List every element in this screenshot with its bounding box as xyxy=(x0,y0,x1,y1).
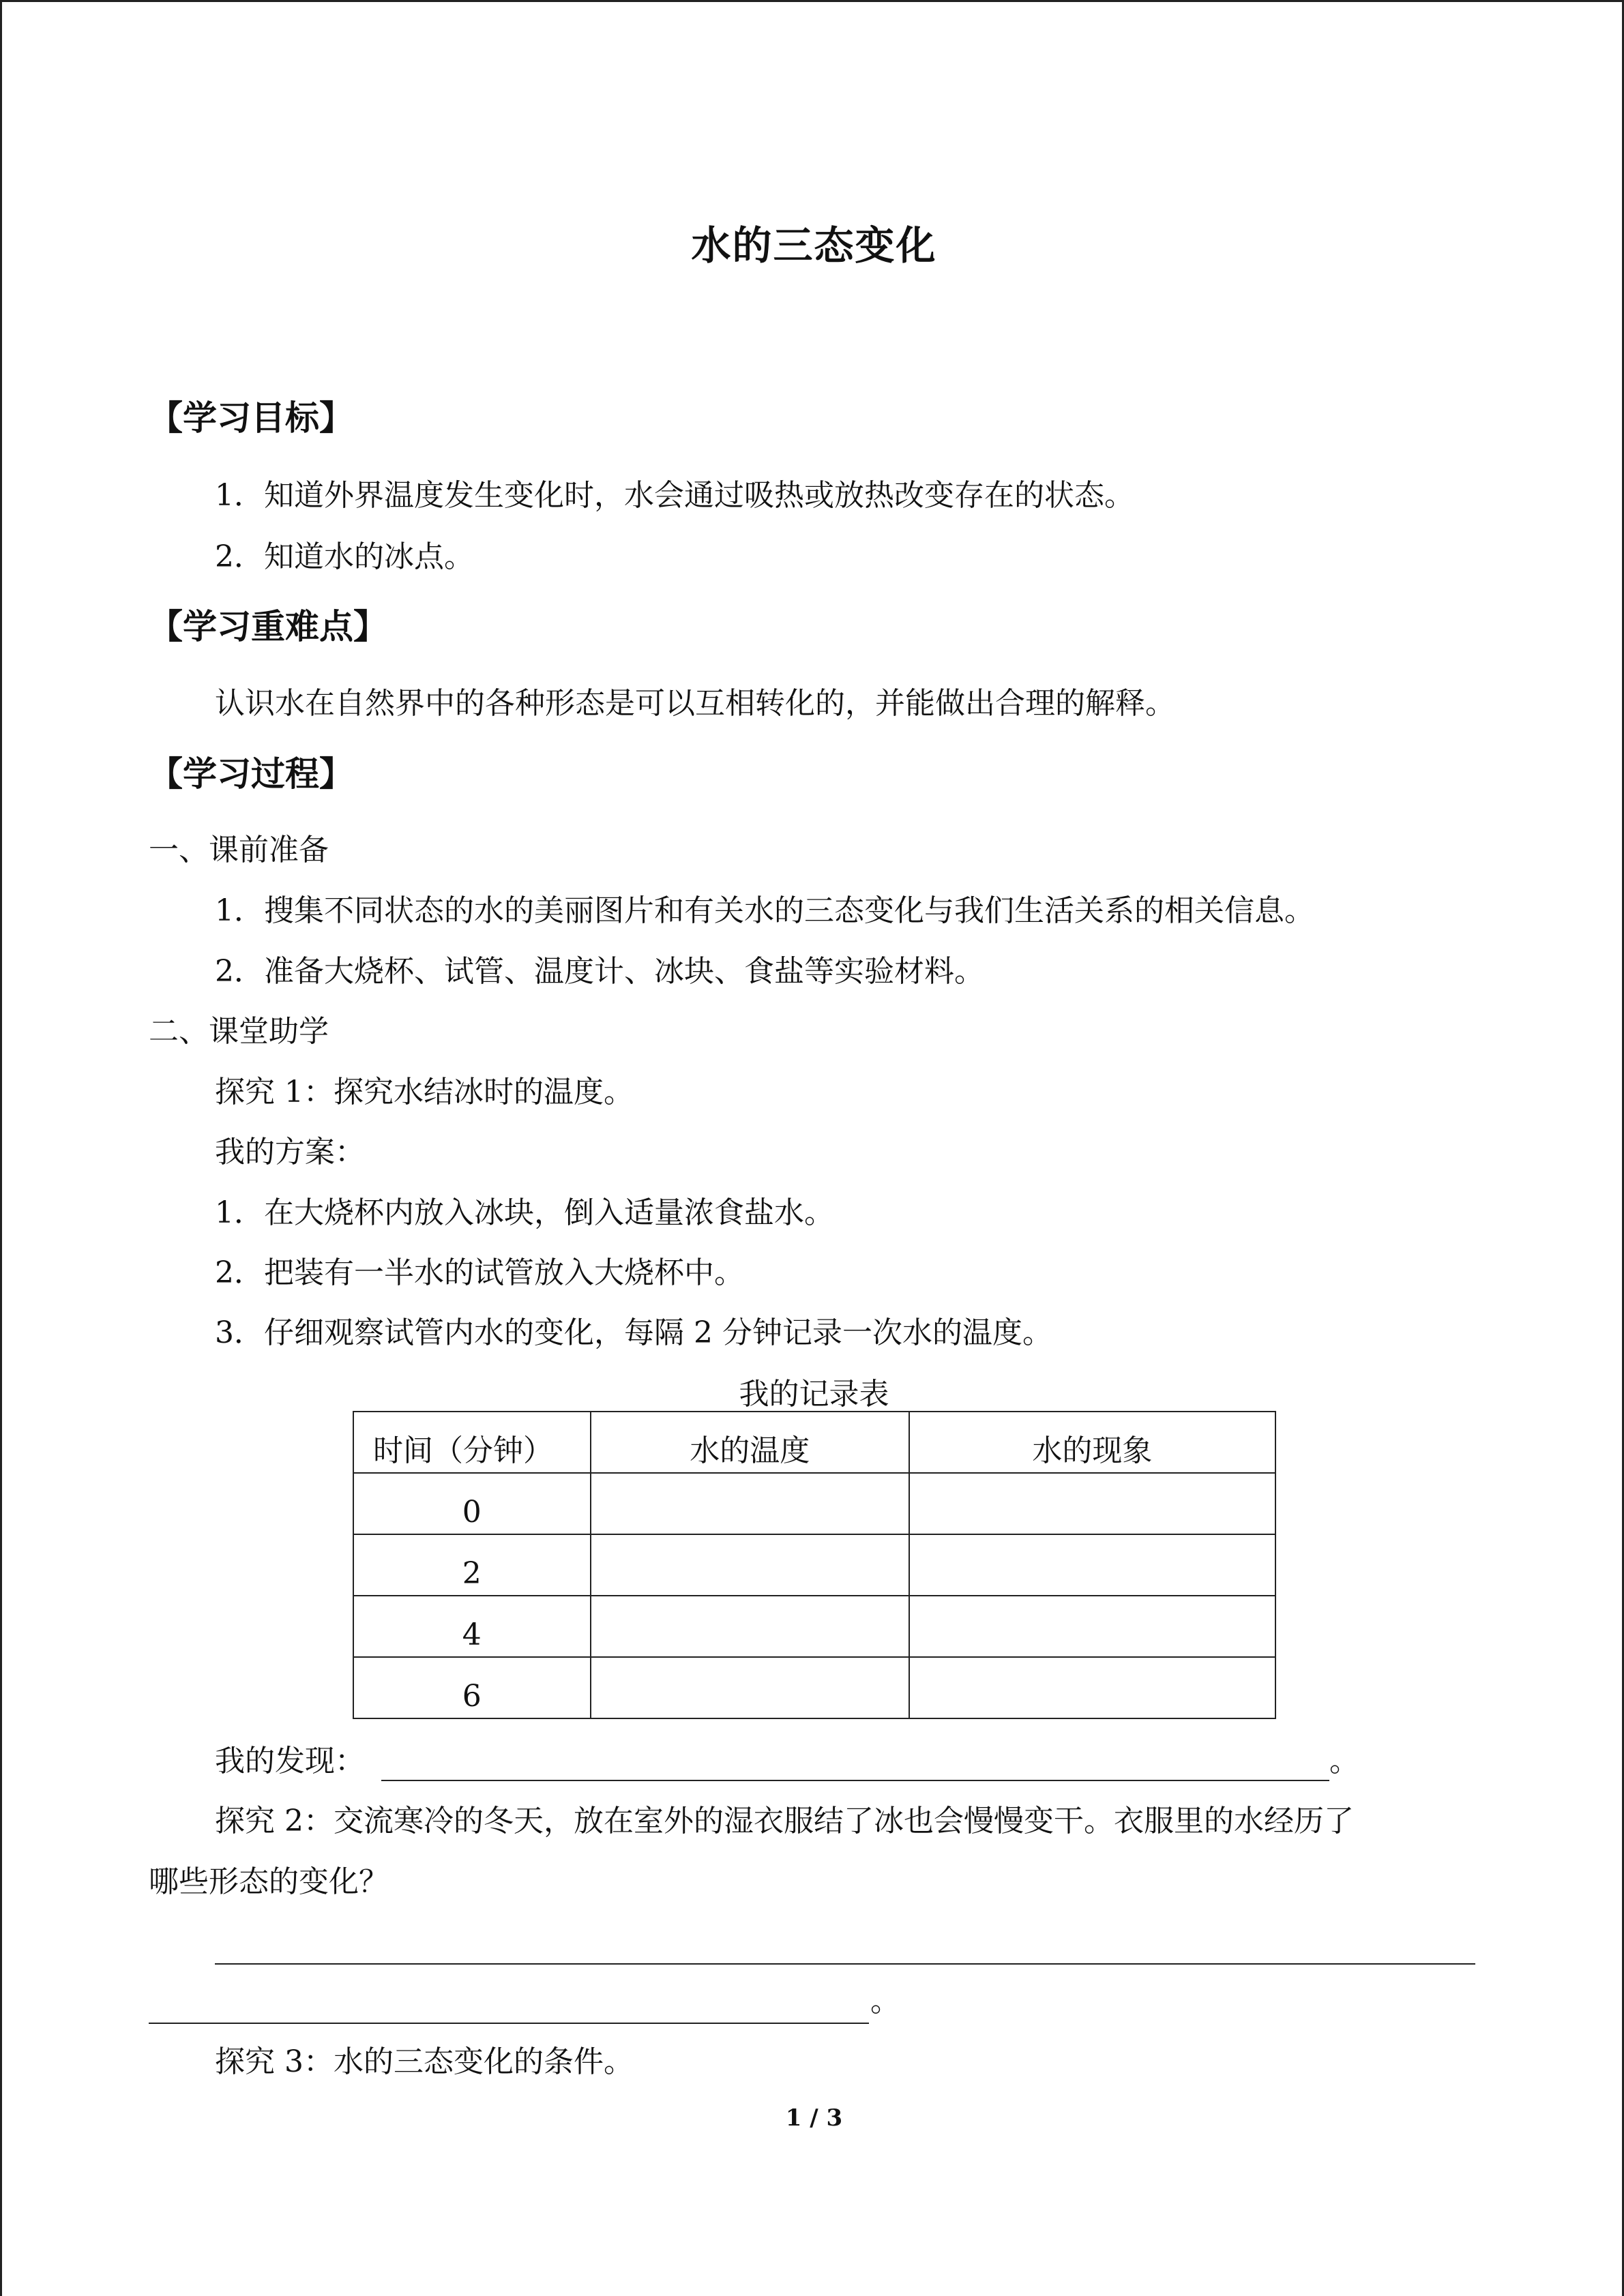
prep-title: 一、课前准备 xyxy=(149,833,329,867)
table-row xyxy=(353,1596,1275,1657)
finding-label: 我的发现： xyxy=(215,1744,365,1778)
table-cell-temperature[interactable] xyxy=(591,1534,909,1596)
table-row xyxy=(353,1473,1275,1534)
goals-heading: 【学习目标】 xyxy=(149,398,353,438)
prep-item-1: 1．搜集不同状态的水的美丽图片和有关水的三态变化与我们生活关系的相关信息。 xyxy=(215,893,1314,928)
table-caption: 我的记录表 xyxy=(739,1377,889,1412)
page-title: 水的三态变化 xyxy=(691,222,937,269)
table-row xyxy=(353,1534,1275,1596)
explore-1: 探究 1：探究水结冰时的温度。 xyxy=(215,1075,634,1109)
page-number: 1 / 3 xyxy=(785,2104,843,2132)
explore-3: 探究 3：水的三态变化的条件。 xyxy=(215,2044,634,2079)
table-header-phenomenon: 水的现象 xyxy=(909,1412,1275,1473)
table-cell-phenomenon[interactable] xyxy=(909,1657,1275,1718)
answer-end-mark: 。 xyxy=(870,1984,900,2018)
table-cell-time: 4 xyxy=(353,1596,591,1657)
record-table xyxy=(353,1411,1276,1719)
finding-end-mark: 。 xyxy=(1329,1744,1359,1778)
finding-blank-line[interactable] xyxy=(381,1780,1329,1781)
key-points-text: 认识水在自然界中的各种形态是可以互相转化的，并能做出合理的解释。 xyxy=(215,686,1175,721)
explore-2-line-1: 探究 2：交流寒冷的冬天，放在室外的湿衣服结了冰也会慢慢变干。衣服里的水经历了 xyxy=(215,1804,1354,1838)
table-cell-phenomenon[interactable] xyxy=(909,1534,1275,1596)
plan-item-1: 1．在大烧杯内放入冰块，倒入适量浓食盐水。 xyxy=(215,1195,834,1230)
table-row xyxy=(353,1657,1275,1718)
table-cell-time: 6 xyxy=(353,1657,591,1718)
plan-item-2: 2．把装有一半水的试管放入大烧杯中。 xyxy=(215,1255,744,1290)
class-title: 二、课堂助学 xyxy=(149,1014,329,1049)
table-header-temperature: 水的温度 xyxy=(591,1412,909,1473)
table-header-row xyxy=(353,1412,1275,1473)
table-cell-temperature[interactable] xyxy=(591,1657,909,1718)
prep-item-2: 2．准备大烧杯、试管、温度计、冰块、食盐等实验材料。 xyxy=(215,954,984,989)
goal-item-2: 2．知道水的冰点。 xyxy=(215,539,474,574)
table-cell-phenomenon[interactable] xyxy=(909,1473,1275,1534)
table-cell-temperature[interactable] xyxy=(591,1473,909,1534)
table-cell-temperature[interactable] xyxy=(591,1596,909,1657)
plan-label: 我的方案： xyxy=(215,1135,365,1169)
table-cell-time: 2 xyxy=(353,1534,591,1596)
plan-item-3: 3．仔细观察试管内水的变化，每隔 2 分钟记录一次水的温度。 xyxy=(215,1315,1052,1350)
table-header-time: 时间（分钟） xyxy=(353,1412,591,1473)
process-heading: 【学习过程】 xyxy=(149,754,353,794)
explore-2-line-2: 哪些形态的变化？ xyxy=(149,1864,389,1899)
key-points-heading: 【学习重难点】 xyxy=(149,607,387,646)
answer-blank-line-2[interactable] xyxy=(149,2023,869,2024)
answer-blank-line-1[interactable] xyxy=(215,1963,1475,1965)
table-cell-time: 0 xyxy=(353,1473,591,1534)
table-cell-phenomenon[interactable] xyxy=(909,1596,1275,1657)
goal-item-1: 1．知道外界温度发生变化时，水会通过吸热或放热改变存在的状态。 xyxy=(215,478,1134,513)
